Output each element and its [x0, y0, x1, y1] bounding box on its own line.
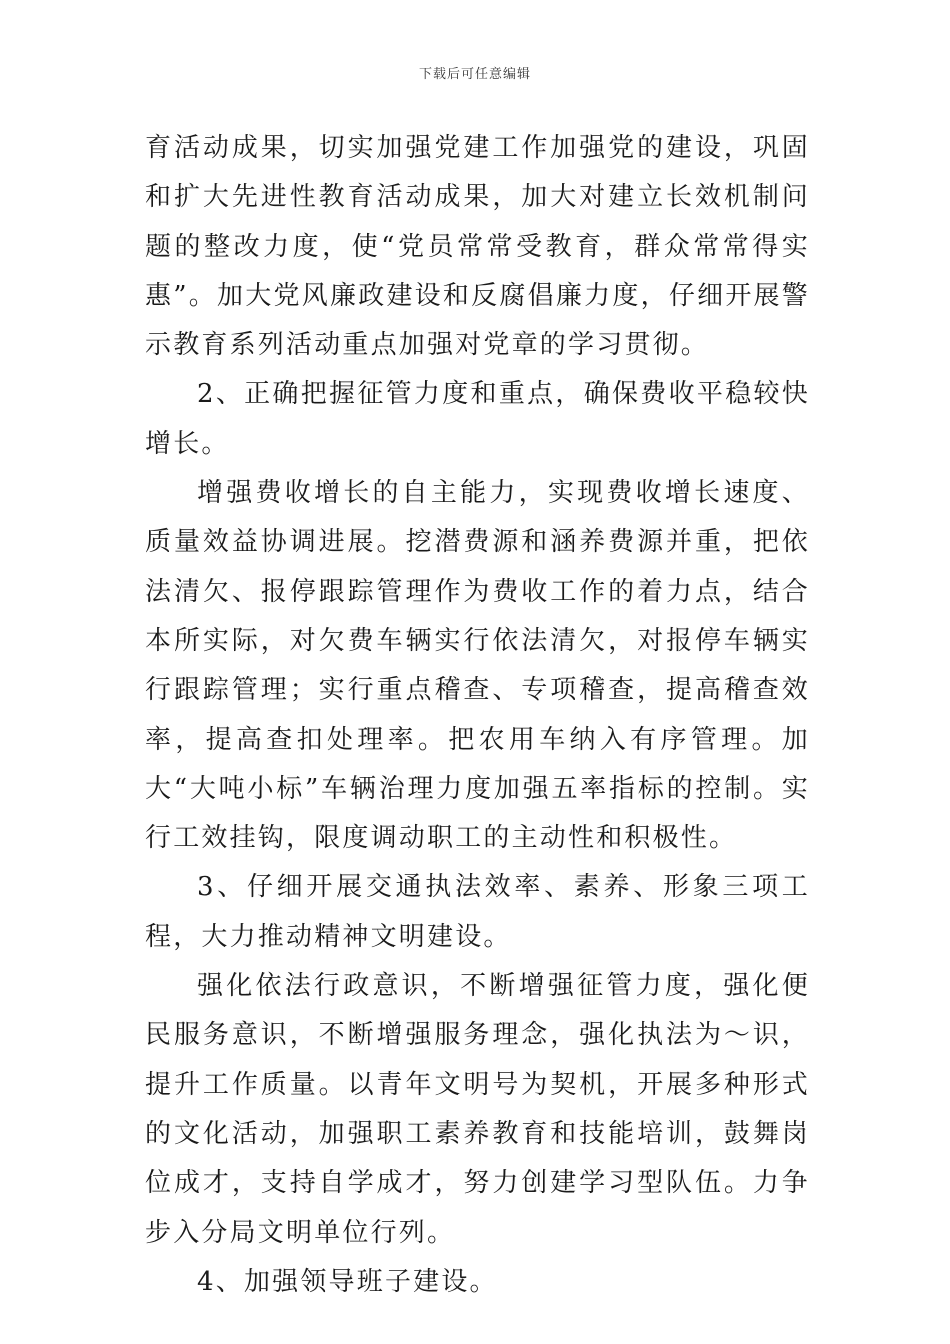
- paragraph-heading-2: 2、正确把握征管力度和重点，确保费收平稳较快增长。: [145, 379, 810, 459]
- document-body: [145, 124, 810, 1307]
- paragraph-continuation: 育活动成果，切实加强党建工作加强党的建设，巩固和扩大先进性教育活动成果，加大对建立长效机制问题的整改力度，使“党员常常受教育，群众常常得实惠”。加大党风廉政建设和反腐倡廉力度，仔细开展警示教育系列活动重点加强对党章的学习贯彻。: [145, 133, 810, 361]
- paragraph-fee-collection: 增强费收增长的自主能力，实现费收增长速度、质量效益协调进展。挖潜费源和涵养费源并重，把依法清欠、报停跟踪管理作为费收工作的着力点，结合本所实际，对欠费车辆实行依法清欠，对报停车辆实行跟踪管理；实行重点稽查、专项稽查，提高稽查效率，提高查扣处理率。把农用车纳入有序管理。加大“大吨小标”车辆治理力度加强五率指标的控制。实行工效挂钩，限度调动职工的主动性和积极性。: [145, 478, 810, 854]
- paragraph-heading-3: 3、仔细开展交通执法效率、素养、形象三项工程，大力推动精神文明建设。: [145, 872, 810, 952]
- page-header: 下载后可任意编辑: [418, 67, 531, 82]
- paragraph-administration: 强化依法行政意识，不断增强征管力度，强化便民服务意识，不断增强服务理念，强化执法为～识，提升工作质量。以青年文明号为契机，开展多种形式的文化活动，加强职工素养教育和技能培训，鼓舞岗位成才，支持自学成才，努力创建学习型队伍。力争步入分局文明单位行列。: [145, 971, 810, 1248]
- paragraph-heading-4: 4、加强领导班子建设。: [197, 1266, 498, 1297]
